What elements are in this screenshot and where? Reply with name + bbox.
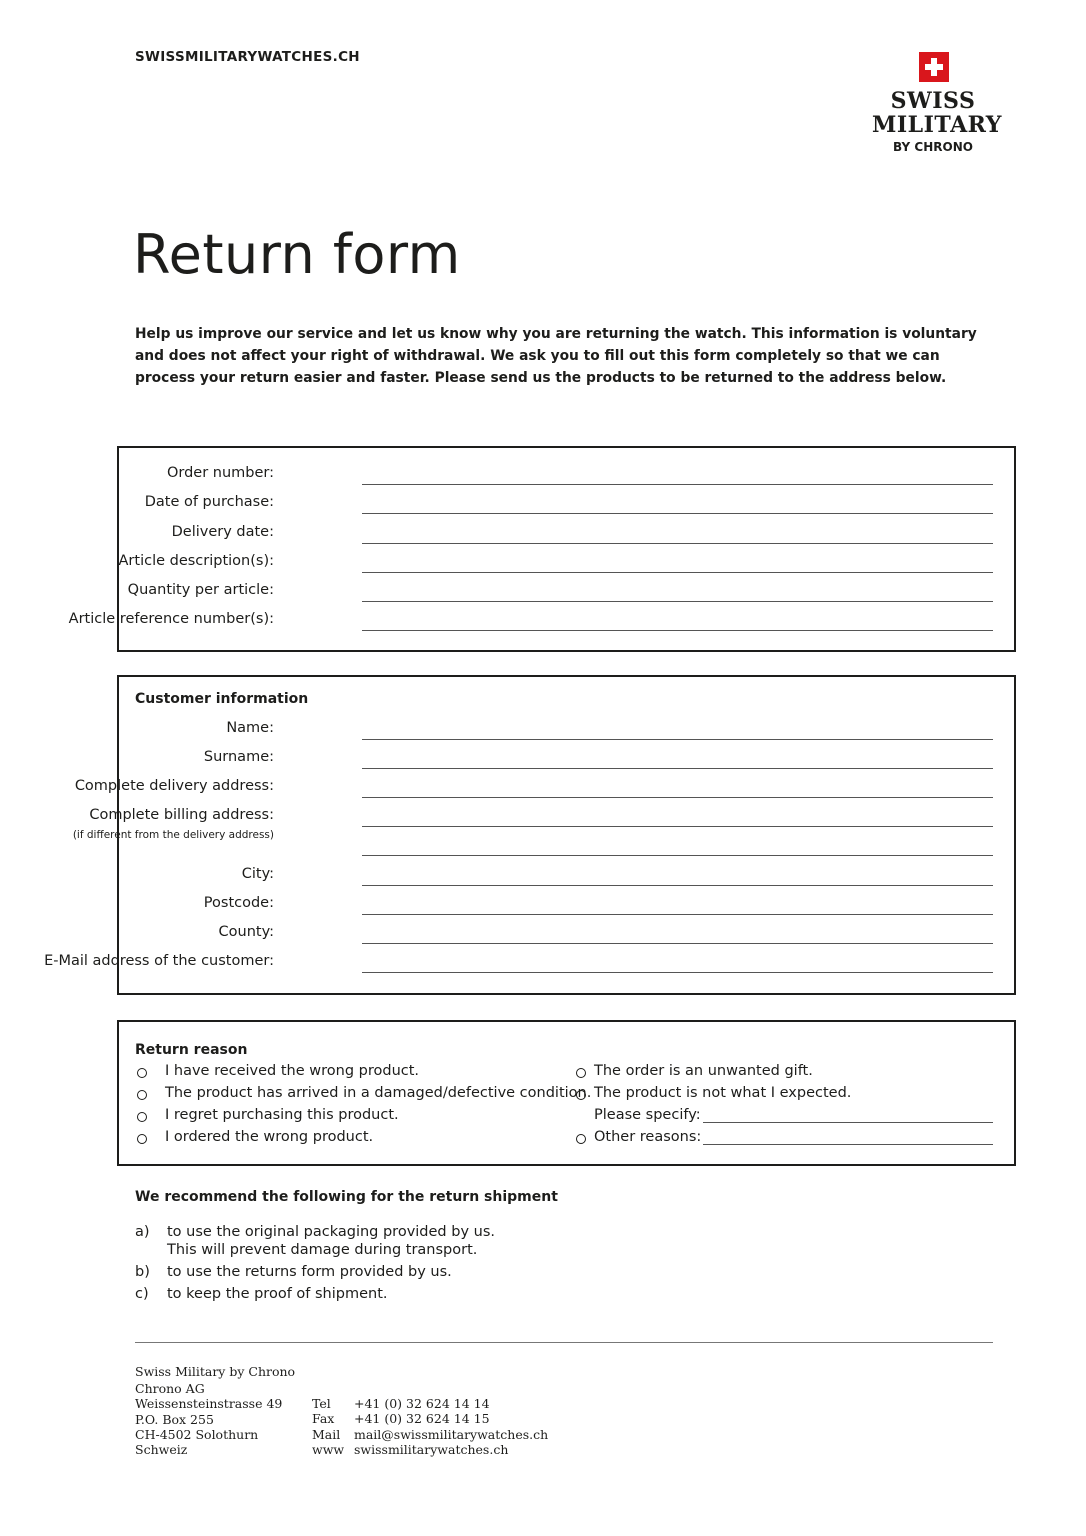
footer-city: CH-4502 Solothurn: [135, 1427, 259, 1442]
footer-fax-value: +41 (0) 32 624 14 15: [354, 1411, 490, 1426]
delivery-address-label: Complete delivery address:: [74, 778, 274, 794]
order-details-box: [68, 446, 1016, 652]
order-number-field[interactable]: [362, 484, 993, 485]
logo-text-swiss: SWISS: [890, 88, 976, 114]
email-field[interactable]: [362, 972, 993, 973]
radio-wrong-product[interactable]: [137, 1068, 147, 1078]
date-of-purchase-label: Date of purchase:: [144, 494, 274, 510]
logo-text-by-chrono: BY CHRONO: [893, 140, 973, 154]
rec-marker-c: c): [135, 1286, 149, 1302]
recommendations-title: We recommend the following for the return shipment: [135, 1189, 558, 1205]
footer-tel-label: Tel: [312, 1396, 331, 1411]
county-label: County:: [218, 924, 274, 940]
footer-company-ag: Chrono AG: [135, 1381, 205, 1396]
delivery-address-field[interactable]: [362, 797, 993, 798]
quantity-per-article-label: Quantity per article:: [127, 582, 274, 598]
radio-regret[interactable]: [137, 1112, 147, 1122]
order-number-label: Order number:: [166, 465, 274, 481]
reason-ordered-wrong: I ordered the wrong product.: [165, 1129, 374, 1145]
please-specify-label: Please specify:: [594, 1107, 701, 1123]
rec-text-a: to use the original packaging provided by us.: [167, 1224, 495, 1240]
surname-field[interactable]: [362, 768, 993, 769]
customer-information-title: Customer information: [135, 691, 309, 707]
rec-text-c: to keep the proof of shipment.: [167, 1286, 388, 1302]
footer-country: Schweiz: [135, 1442, 188, 1457]
email-label: E-Mail address of the customer:: [44, 953, 274, 969]
customer-information-box: [44, 675, 1016, 995]
name-label: Name:: [226, 720, 274, 736]
city-field[interactable]: [362, 885, 993, 886]
reason-not-expected: The product is not what I expected.: [594, 1085, 852, 1101]
quantity-per-article-field[interactable]: [362, 601, 993, 602]
footer-company: Swiss Military by Chrono: [135, 1364, 296, 1379]
reason-wrong-product: I have received the wrong product.: [165, 1063, 420, 1079]
billing-address-field[interactable]: [362, 826, 993, 827]
delivery-date-label: Delivery date:: [171, 524, 274, 540]
swiss-military-logo: [872, 52, 1002, 160]
logo-text-military: MILITARY: [872, 112, 1002, 138]
name-field[interactable]: [362, 739, 993, 740]
footer-po-box: P.O. Box 255: [135, 1412, 214, 1427]
rec-marker-a: a): [135, 1224, 150, 1240]
footer-mail-link[interactable]: mail@swissmilitarywatches.ch: [354, 1427, 549, 1442]
radio-damaged[interactable]: [137, 1090, 147, 1100]
postcode-field[interactable]: [362, 914, 993, 915]
reason-unwanted-gift: The order is an unwanted gift.: [594, 1063, 813, 1079]
footer-fax-label: Fax: [312, 1411, 335, 1426]
return-reason-box: [117, 1020, 1016, 1166]
billing-address-label: Complete billing address:: [89, 807, 274, 823]
article-description-label: Article description(s):: [118, 553, 274, 569]
rec-text-a-2: This will prevent damage during transport.: [167, 1242, 478, 1258]
rec-marker-b: b): [135, 1264, 150, 1280]
footer-www-label: www: [312, 1442, 345, 1457]
billing-address-note: (if different from the delivery address): [72, 829, 274, 841]
footer-street: Weissensteinstrasse 49: [135, 1396, 283, 1411]
page-title: Return form: [133, 223, 461, 286]
please-specify-field[interactable]: [703, 1122, 993, 1123]
footer-website-link[interactable]: swissmilitarywatches.ch: [354, 1442, 509, 1457]
swiss-cross-icon: [919, 52, 949, 82]
surname-label: Surname:: [203, 749, 274, 765]
other-reasons-field[interactable]: [703, 1144, 993, 1145]
radio-ordered-wrong[interactable]: [137, 1134, 147, 1144]
radio-unwanted-gift[interactable]: [576, 1068, 586, 1078]
other-reasons-label: Other reasons:: [594, 1129, 702, 1145]
site-url: SWISSMILITARYWATCHES.CH: [135, 49, 360, 65]
footer-divider: [135, 1342, 993, 1343]
radio-not-expected[interactable]: [576, 1090, 586, 1100]
footer-mail-label: Mail: [312, 1427, 341, 1442]
date-of-purchase-field[interactable]: [362, 513, 993, 514]
footer-tel-value[interactable]: +41 (0) 32 624 14 14: [354, 1396, 490, 1411]
article-description-field[interactable]: [362, 572, 993, 573]
city-label: City:: [241, 866, 274, 882]
reason-damaged: The product has arrived in a damaged/defective condition.: [165, 1085, 592, 1101]
intro-paragraph: Help us improve our service and let us know why you are returning the watch. This information is voluntary and does not affect your right of withdrawal. We ask you to fill out this form completely so that we can process your return easier and faster. Please send us the products to be returned to the address below.: [135, 326, 977, 386]
article-reference-label: Article reference number(s):: [68, 611, 274, 627]
reason-regret: I regret purchasing this product.: [165, 1107, 399, 1123]
return-reason-title: Return reason: [135, 1042, 248, 1058]
postcode-label: Postcode:: [203, 895, 274, 911]
radio-other-reasons[interactable]: [576, 1134, 586, 1144]
article-reference-field[interactable]: [362, 630, 993, 631]
delivery-date-field[interactable]: [362, 543, 993, 544]
rec-text-b: to use the returns form provided by us.: [167, 1264, 452, 1280]
billing-address-field-2[interactable]: [362, 855, 993, 856]
county-field[interactable]: [362, 943, 993, 944]
